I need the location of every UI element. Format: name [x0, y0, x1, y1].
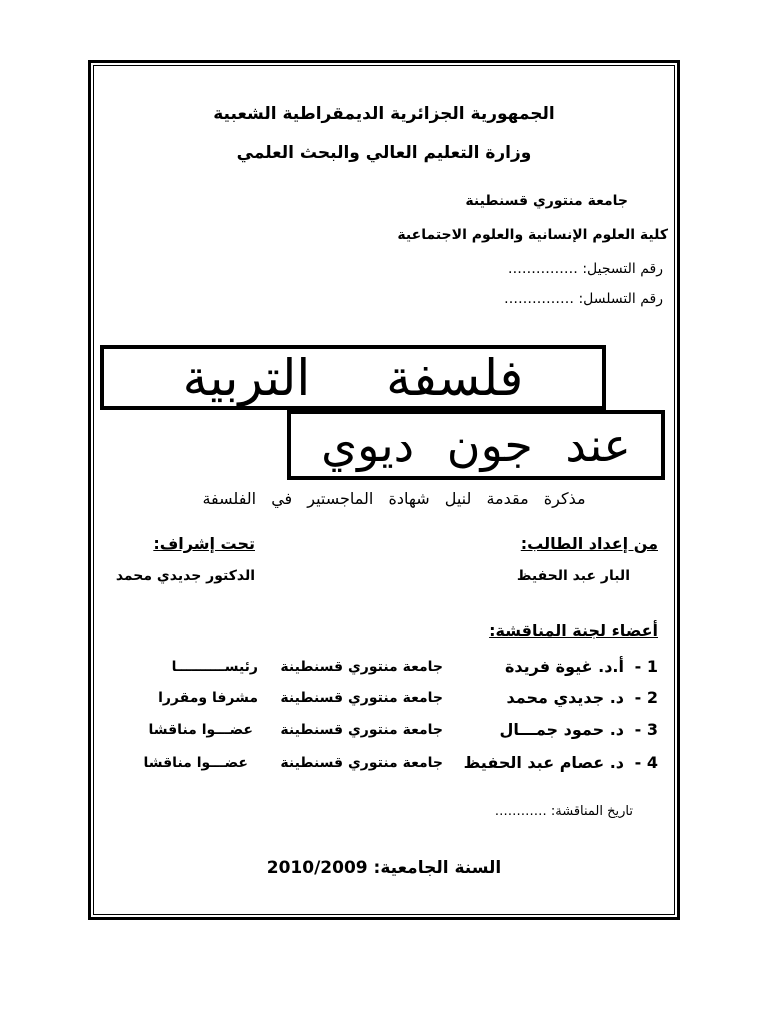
- registration-number: رقم التسجيل: ……………: [507, 261, 663, 277]
- student-name: البار عبد الحفيظ: [516, 568, 630, 584]
- student-label: من إعداد الطالب:: [520, 534, 658, 553]
- title-box-1: [100, 345, 606, 410]
- member-role: مشرفا ومقررا: [158, 690, 258, 706]
- member-name: د. عصام عبد الحفيظ: [463, 753, 624, 772]
- thesis-subtitle: مذكرة مقدمة لنيل شهادة الماجستير في الفلسفة: [202, 489, 586, 508]
- member-number: 4 -: [634, 753, 658, 772]
- member-number: 2 -: [634, 688, 658, 707]
- faculty-name: كلية العلوم الإنسانية والعلوم الاجتماعية: [397, 227, 668, 243]
- member-number: 1 -: [634, 657, 658, 676]
- member-name: أ.د. غيوة فريدة: [504, 657, 624, 676]
- academic-year-value: 2010/2009: [266, 858, 368, 878]
- member-university: جامعة منتوري قسنطينة: [280, 690, 443, 706]
- academic-year: [267, 858, 501, 878]
- title-line-2: عند جون ديوي: [321, 418, 631, 472]
- supervisor-label: تحت إشراف:: [153, 534, 255, 553]
- title-box-2: [287, 410, 665, 480]
- member-name: د. جديدي محمد: [506, 688, 624, 707]
- member-university: جامعة منتوري قسنطينة: [280, 755, 443, 771]
- committee-label: أعضاء لجنة المناقشة:: [489, 621, 658, 640]
- ministry-heading: وزارة التعليم العالي والبحث العلمي: [236, 143, 532, 163]
- republic-heading: الجمهورية الجزائرية الديمقراطية الشعبية: [213, 104, 555, 124]
- defense-date: تاريخ المناقشة: …………: [494, 804, 633, 819]
- university-name: جامعة منتوري قسنطينة: [465, 193, 628, 209]
- member-role: عضـــوا مناقشا: [148, 722, 253, 738]
- member-role: رئيســــــــــا: [171, 659, 258, 675]
- academic-year-label: السنة الجامعية:: [373, 858, 502, 878]
- supervisor-name: الدكتور جديدي محمد: [115, 568, 255, 584]
- title-line-1: فلسفة التربية: [182, 348, 524, 407]
- member-name: د. حمود جمـــال: [499, 720, 624, 739]
- member-university: جامعة منتوري قسنطينة: [280, 722, 443, 738]
- serial-number: رقم التسلسل: ……………: [504, 291, 663, 307]
- member-number: 3 -: [634, 720, 658, 739]
- member-university: جامعة منتوري قسنطينة: [280, 659, 443, 675]
- member-role: عضـــوا مناقشا: [143, 755, 248, 771]
